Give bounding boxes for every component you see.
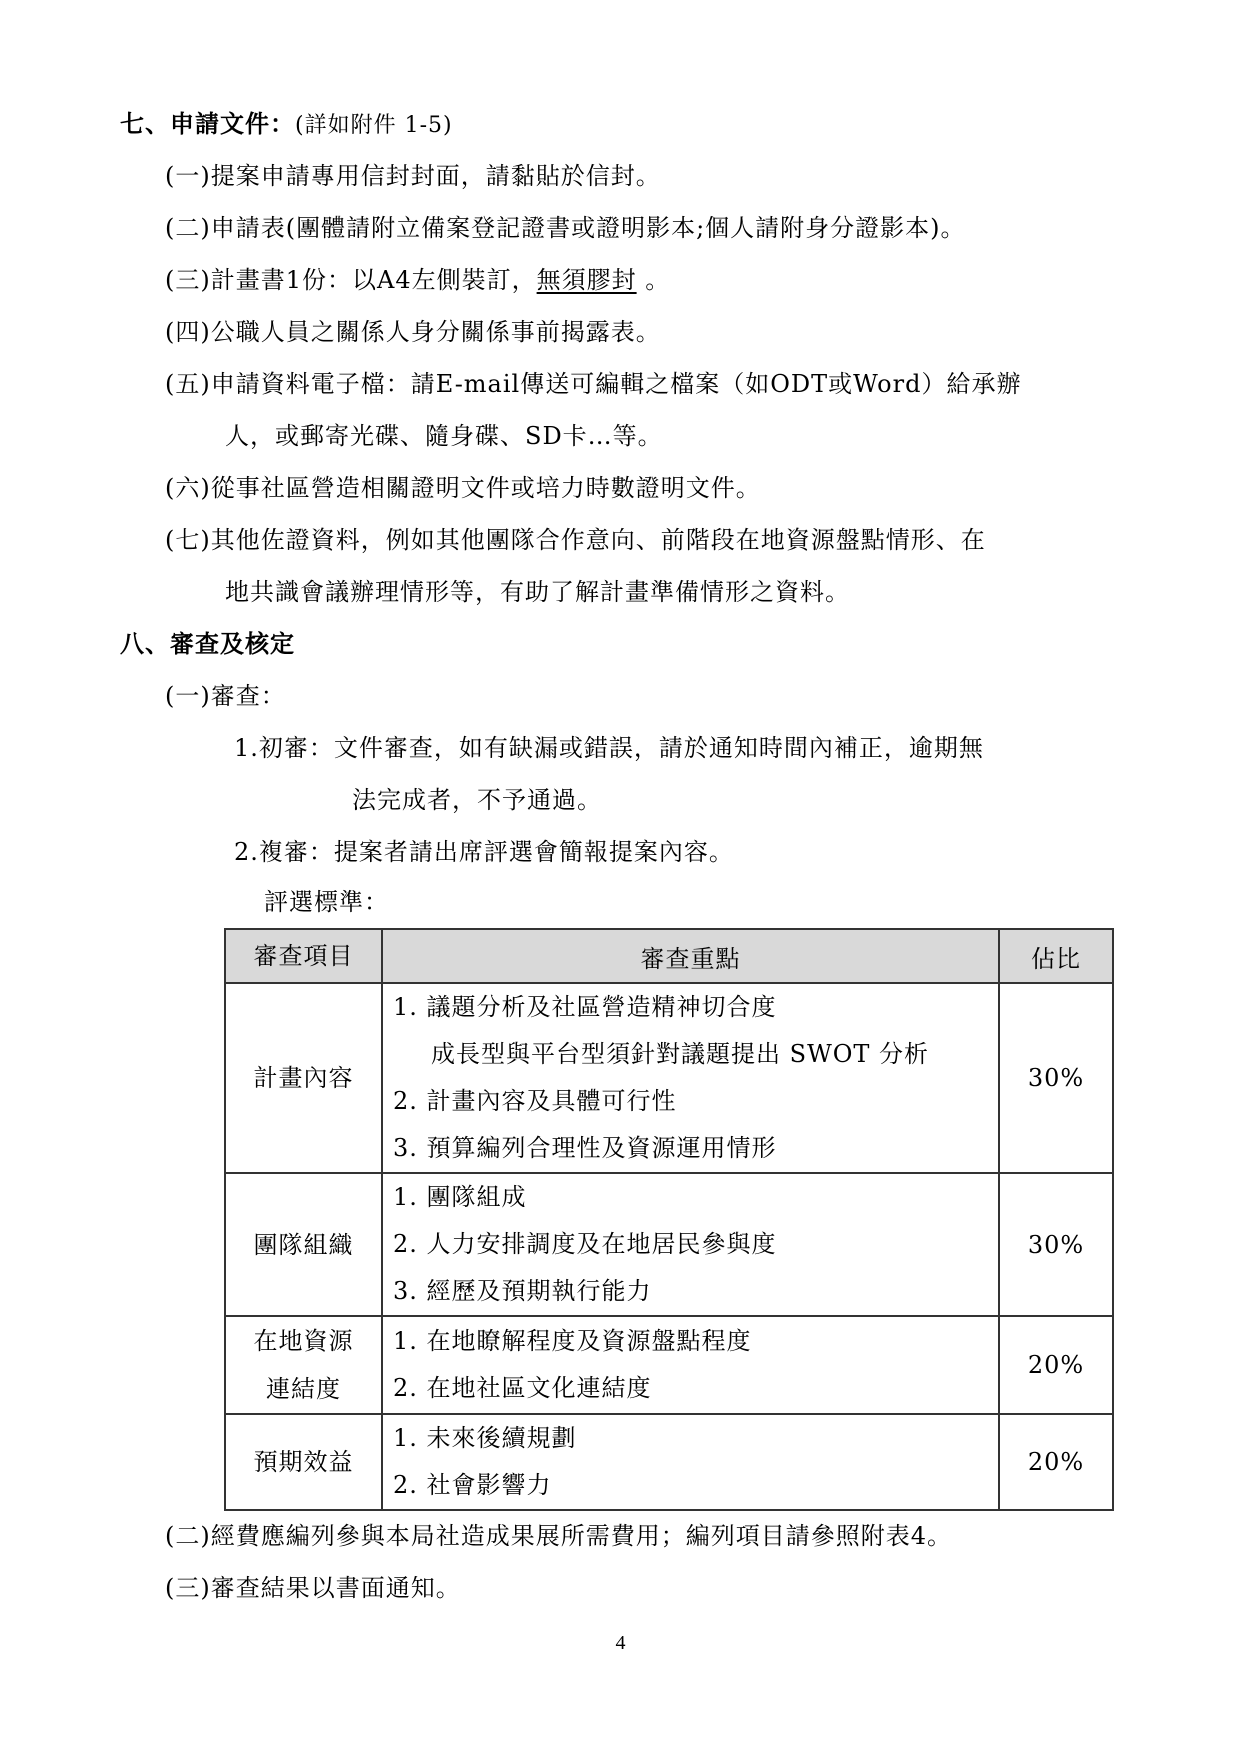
point: 3. 經歷及預期執行能力: [393, 1277, 652, 1305]
section-7-item-2: (二)申請表(團體請附立備案登記證書或證明影本;個人請附身分證影本)。: [165, 214, 966, 242]
result-note: (三)審查結果以書面通知。: [165, 1574, 461, 1602]
row-points: [382, 1173, 999, 1316]
section-7-item-1: (一)提案申請專用信封封面，請黏貼於信封。: [165, 162, 661, 190]
row-points: [382, 1316, 999, 1414]
section-7-note: (詳如附件 1-5): [295, 113, 453, 138]
section-7-item-5: (五)申請資料電子檔：請E-mail傳送可編輯之檔案（如ODT或Word）給承辦: [165, 370, 1022, 398]
row-item: 團隊組織: [225, 1173, 382, 1316]
header-item: 審查項目: [225, 929, 382, 983]
table-header-row: [225, 929, 1113, 983]
point: 1. 在地瞭解程度及資源盤點程度: [393, 1327, 752, 1355]
row-item-line: 在地資源: [253, 1327, 354, 1355]
section-7-item-5-cont: 人，或郵寄光碟、隨身碟、SD卡…等。: [225, 422, 663, 450]
item-3-text: (三)計畫書1份：以A4左側裝訂，: [165, 266, 537, 294]
table-row: [225, 1173, 1113, 1316]
budget-note: (二)經費應編列參與本局社造成果展所需費用；編列項目請參照附表4。: [165, 1522, 952, 1550]
row-pct: 30%: [999, 1173, 1113, 1316]
section-7-item-7-cont: 地共識會議辦理情形等，有助了解計畫準備情形之資料。: [225, 578, 850, 606]
table-row: [225, 1316, 1113, 1414]
item-3-text-end: 。: [636, 266, 671, 294]
section-7-title: 七、申請文件：: [120, 109, 295, 138]
section-7-item-6: (六)從事社區營造相關證明文件或培力時數證明文件。: [165, 474, 761, 502]
criteria-label: 評選標準：: [264, 888, 389, 916]
page-number: 4: [615, 1632, 626, 1654]
review-label: (一)審查：: [165, 682, 286, 710]
point: 1. 未來後續規劃: [393, 1424, 577, 1452]
point: 2. 計畫內容及具體可行性: [393, 1087, 677, 1115]
point: 成長型與平台型須針對議題提出 SWOT 分析: [431, 1040, 930, 1068]
row-item: 計畫內容: [225, 983, 382, 1173]
row-points: [382, 1414, 999, 1510]
point: 2. 在地社區文化連結度: [393, 1374, 652, 1402]
header-focus: 審查重點: [382, 929, 999, 983]
criteria-table: [224, 928, 1114, 1511]
review-step-1-cont: 法完成者，不予通過。: [352, 786, 602, 814]
review-step-2: 2.複審：提案者請出席評選會簡報提案內容。: [234, 838, 734, 866]
row-item: 預期效益: [225, 1414, 382, 1510]
row-pct: 20%: [999, 1316, 1113, 1414]
section-7-item-4: (四)公職人員之關係人身分關係事前揭露表。: [165, 318, 661, 346]
table-row: [225, 983, 1113, 1173]
point: 1. 議題分析及社區營造精神切合度: [393, 993, 777, 1021]
section-8-heading: 八、審查及核定: [120, 629, 295, 658]
row-points: [382, 983, 999, 1173]
row-pct: 20%: [999, 1414, 1113, 1510]
row-item: [225, 1316, 382, 1414]
row-pct: 30%: [999, 983, 1113, 1173]
row-item-line: 連結度: [266, 1375, 341, 1403]
header-pct: 佔比: [999, 929, 1113, 983]
point: 2. 社會影響力: [393, 1471, 552, 1499]
section-7-item-3: [165, 264, 670, 296]
point: 2. 人力安排調度及在地居民參與度: [393, 1230, 777, 1258]
section-7-item-7: (七)其他佐證資料，例如其他團隊合作意向、前階段在地資源盤點情形、在: [165, 526, 986, 554]
section-7-heading: [120, 108, 453, 142]
point: 3. 預算編列合理性及資源運用情形: [393, 1134, 777, 1162]
item-3-underlined-text: 無須膠封: [536, 266, 637, 294]
point: 1. 團隊組成: [393, 1183, 527, 1211]
review-step-1: 1.初審：文件審查，如有缺漏或錯誤，請於通知時間內補正，逾期無: [234, 734, 984, 762]
table-row: [225, 1414, 1113, 1510]
